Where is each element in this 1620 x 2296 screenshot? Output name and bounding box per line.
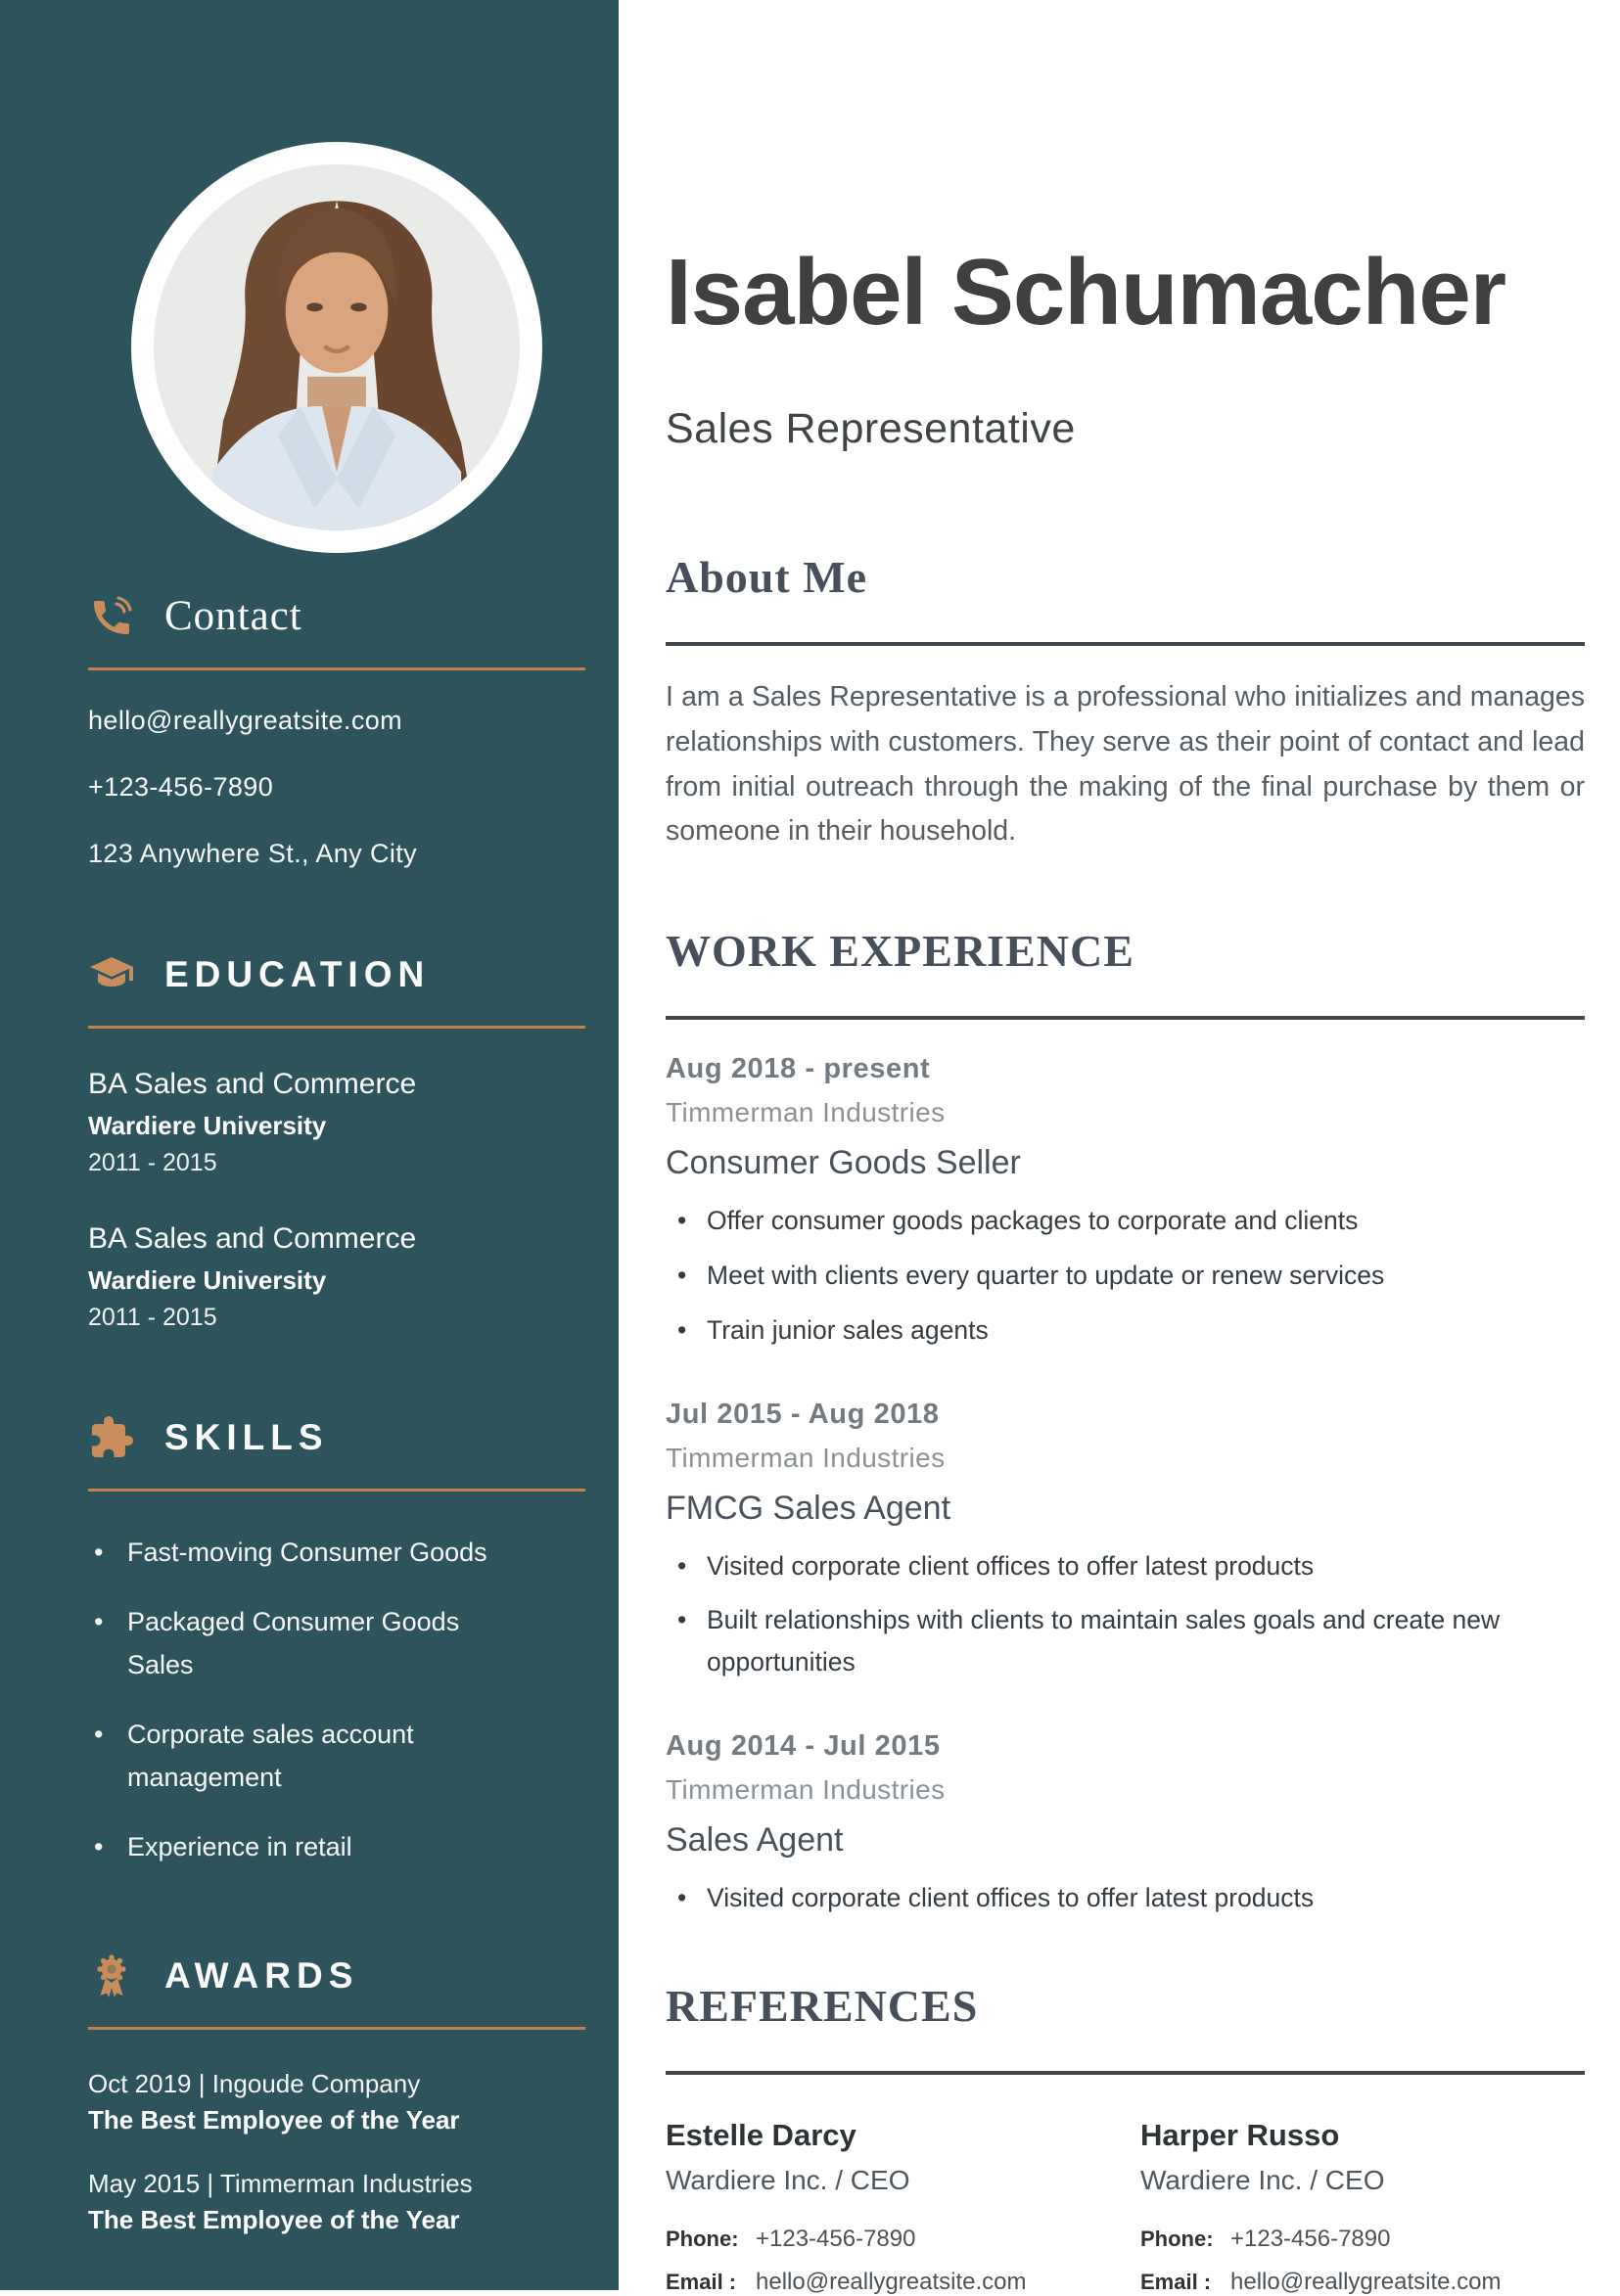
education-entries [88, 1068, 585, 1332]
job-bullets [666, 1877, 1585, 1919]
job-entry [666, 1730, 1585, 1919]
awards-divider [88, 2027, 585, 2030]
profile-photo [131, 142, 542, 553]
reference-name: Estelle Darcy [666, 2118, 856, 2153]
contact-items [88, 706, 585, 869]
job-dates: Aug 2018 - present [666, 1052, 931, 1084]
skill-item: • Experience in retail [88, 1825, 519, 1869]
portrait-illustration [154, 164, 520, 530]
job-title: Consumer Goods Seller [666, 1143, 1021, 1181]
contact-address: 123 Anywhere St., Any City [88, 839, 418, 868]
reference-phone-row [1140, 2226, 1585, 2253]
education-dates: 2011 - 2015 [88, 1149, 217, 1176]
person-title: Sales Representative [666, 405, 1076, 453]
award-meta: May 2015 | Timmerman Industries [88, 2169, 473, 2199]
job-company: Timmerman Industries [666, 1096, 946, 1127]
awards-heading: AWARDS [164, 1955, 359, 1997]
puzzle-icon [88, 1414, 135, 1461]
sidebar [0, 0, 619, 2290]
job-dates: Jul 2015 - Aug 2018 [666, 1398, 940, 1430]
education-section [88, 951, 585, 1332]
contact-phone: +123-456-7890 [88, 772, 274, 802]
skill-item: • Fast-moving Consumer Goods [88, 1531, 519, 1575]
phone-value: +123-456-7890 [1230, 2226, 1391, 2253]
graduation-cap-icon [88, 951, 135, 998]
job-company: Timmerman Industries [666, 1442, 946, 1473]
award-entry [88, 2069, 585, 2135]
job-bullet: • Offer consumer goods packages to corporate and clients [666, 1200, 1585, 1242]
about-heading: About Me [666, 552, 868, 603]
skills-divider [88, 1489, 585, 1492]
job-bullet: • Train junior sales agents [666, 1309, 1585, 1352]
award-entry [88, 2169, 585, 2235]
references-divider [666, 2071, 1585, 2075]
awards-section [88, 1952, 585, 2235]
job-bullet: • Built relationships with clients to maintain sales goals and create new opportunities [666, 1599, 1585, 1683]
education-dates: 2011 - 2015 [88, 1304, 217, 1331]
reference-phone-row [666, 2226, 1140, 2253]
reference-email-row [1140, 2269, 1585, 2296]
phone-value: +123-456-7890 [756, 2226, 916, 2253]
education-divider [88, 1026, 585, 1029]
job-entry [666, 1053, 1585, 1352]
job-dates: Aug 2014 - Jul 2015 [666, 1730, 941, 1763]
phone-label: Phone: [666, 2227, 739, 2252]
awards-heading-row [88, 1952, 585, 1999]
profile-photo-image [154, 164, 520, 530]
award-meta: Oct 2019 | Ingoude Company [88, 2069, 421, 2099]
job-company: Timmerman Industries [666, 1774, 946, 1806]
education-school: Wardiere University [88, 1111, 327, 1140]
job-bullet: • Visited corporate client offices to offer latest products [666, 1545, 1585, 1587]
education-entry [88, 1222, 585, 1332]
references-heading: REFERENCES [666, 1981, 979, 2032]
person-name: Isabel Schumacher [666, 240, 1506, 345]
work-divider [666, 1016, 1585, 1020]
reference-contact-rows [666, 2226, 1140, 2296]
reference-card [666, 2118, 1140, 2296]
job-title: Sales Agent [666, 1821, 844, 1860]
skill-item: • Corporate sales account management [88, 1713, 519, 1800]
reference-name: Harper Russo [1140, 2118, 1340, 2153]
skills-heading: SKILLS [164, 1417, 329, 1457]
reference-role: Wardiere Inc. / CEO [666, 2165, 910, 2196]
email-label: Email : [666, 2270, 737, 2295]
work-experience-heading: WORK EXPERIENCE [666, 925, 1134, 976]
reference-card [1140, 2118, 1585, 2296]
job-bullets [666, 1545, 1585, 1684]
education-degree: BA Sales and Commerce [88, 1068, 417, 1100]
skills-heading-row [88, 1414, 585, 1461]
contact-section [88, 592, 585, 869]
email-value: hello@reallygreatsite.com [1230, 2269, 1502, 2296]
award-entries [88, 2069, 585, 2235]
job-bullet: • Visited corporate client offices to offer latest products [666, 1877, 1585, 1919]
email-label: Email : [1140, 2270, 1212, 2295]
references-grid [666, 2118, 1585, 2296]
award-title: The Best Employee of the Year [88, 2105, 460, 2135]
education-school: Wardiere University [88, 1265, 327, 1295]
contact-heading-row [88, 592, 585, 640]
skill-item: • Packaged Consumer Goods Sales [88, 1600, 519, 1687]
job-bullets [666, 1200, 1585, 1352]
job-bullet: • Meet with clients every quarter to update or renew services [666, 1255, 1585, 1297]
education-heading: EDUCATION [164, 954, 431, 994]
job-list [666, 1053, 1585, 1919]
education-degree: BA Sales and Commerce [88, 1222, 417, 1255]
contact-heading: Contact [164, 593, 302, 639]
education-heading-row [88, 951, 585, 998]
skills-list [88, 1531, 519, 1868]
reference-role: Wardiere Inc. / CEO [1140, 2165, 1385, 2196]
award-title: The Best Employee of the Year [88, 2205, 460, 2235]
reference-contact-rows [1140, 2226, 1585, 2296]
award-ribbon-icon [88, 1952, 135, 1999]
about-text: I am a Sales Representative is a professional who initializes and manages relationships with customers. They serve as their point of contact and lead from initial outreach through the making of the final purchase by them or someone in their household. [666, 681, 1585, 848]
job-entry [666, 1399, 1585, 1684]
reference-email-row [666, 2269, 1140, 2296]
about-divider [666, 642, 1585, 646]
main-column [619, 0, 1620, 2296]
email-value: hello@reallygreatsite.com [756, 2269, 1027, 2296]
phone-label: Phone: [1140, 2227, 1214, 2252]
education-entry [88, 1068, 585, 1177]
contact-email: hello@reallygreatsite.com [88, 706, 403, 735]
skills-section [88, 1414, 585, 1868]
job-title: FMCG Sales Agent [666, 1489, 951, 1527]
contact-divider [88, 667, 585, 670]
phone-icon [88, 593, 135, 640]
